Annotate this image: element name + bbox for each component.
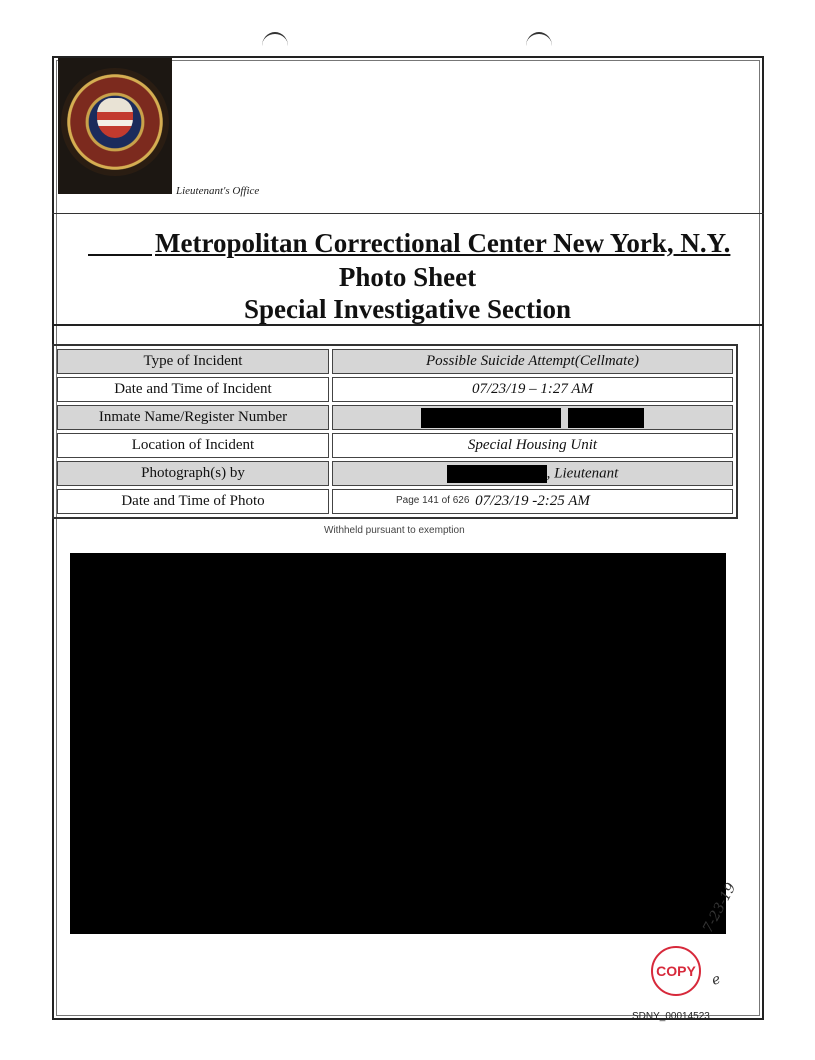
table-row xyxy=(57,489,733,514)
handwritten-initial: e xyxy=(709,971,723,989)
table-row xyxy=(57,377,733,402)
seal-logo xyxy=(58,58,172,194)
row-label: Date and Time of Photo xyxy=(57,489,329,514)
table-row xyxy=(57,461,733,486)
incident-table xyxy=(52,344,738,519)
handwritten-date: 7-23-19 xyxy=(700,880,740,936)
row-value: 07/23/19 -2:25 AM xyxy=(332,489,733,514)
withheld-stamp: Withheld pursuant to exemption xyxy=(324,525,465,536)
row-label: Inmate Name/Register Number xyxy=(57,405,329,430)
page-number-stamp: Page 141 of 626 xyxy=(396,495,470,506)
copy-stamp-text: COPY xyxy=(656,963,696,979)
row-value-redacted xyxy=(332,405,733,430)
table-row xyxy=(57,433,733,458)
photographer-title: , Lieutenant xyxy=(546,464,619,481)
table-row xyxy=(57,349,733,374)
doj-seal-icon xyxy=(61,68,169,176)
photo-redaction-block xyxy=(70,553,726,934)
redaction-block xyxy=(421,408,561,428)
title-line-2: Photo Sheet xyxy=(338,262,477,292)
row-value: 07/23/19 – 1:27 AM xyxy=(332,377,733,402)
redaction-block xyxy=(568,408,644,428)
title-line-1: Metropolitan Correctional Center New York, N.Y. xyxy=(155,228,731,258)
title-line-3: Special Investigative Section xyxy=(244,294,571,324)
row-label: Type of Incident xyxy=(57,349,329,374)
copy-stamp xyxy=(651,946,701,996)
bates-number: SDNY_00014523 xyxy=(632,1011,710,1022)
row-label: Date and Time of Incident xyxy=(57,377,329,402)
table-row xyxy=(57,405,733,430)
row-label: Photograph(s) by xyxy=(57,461,329,486)
office-caption: Lieutenant's Office xyxy=(176,185,260,197)
row-value xyxy=(332,461,733,486)
row-value: Possible Suicide Attempt(Cellmate) xyxy=(332,349,733,374)
row-value: Special Housing Unit xyxy=(332,433,733,458)
row-label: Location of Incident xyxy=(57,433,329,458)
title-underline-lead xyxy=(88,254,152,256)
redaction-block xyxy=(447,465,547,483)
